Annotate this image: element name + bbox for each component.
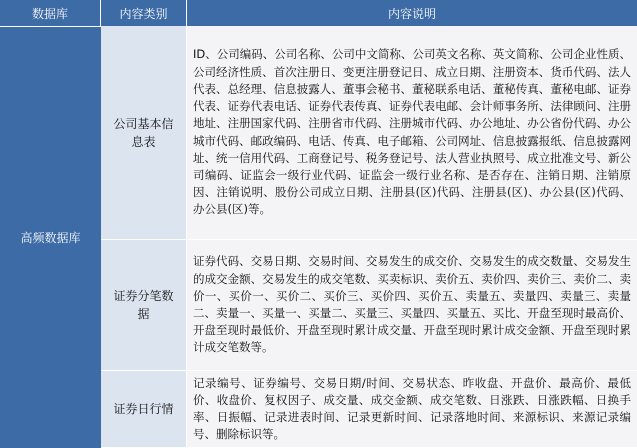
category-cell — [101, 240, 187, 371]
category-label: 证券分笔数据 — [113, 289, 174, 321]
database-group-label: 高频数据库 — [0, 26, 101, 448]
category-cell — [101, 371, 187, 448]
category-cell — [101, 26, 187, 240]
header-description: 内容说明 — [187, 0, 637, 26]
description-cell — [187, 240, 637, 371]
header-category: 内容类别 — [101, 0, 187, 26]
description-text: 记录编号、证券编号、交易日期/时间、交易状态、昨收盘、开盘价、最高价、最低价、收盘价、复权因子、成交量、成交金额、成交笔数、日涨跌、日涨跌幅、日换手率、日振幅、记录进表时间、记录更新时间、记录落地时间、来源标识、来源记录编号、删除标识等。 — [193, 375, 631, 442]
description-cell — [187, 371, 637, 448]
description-text: 证券代码、交易日期、交易时间、交易发生的成交价、交易发生的成交数量、交易发生的成交金额、交易发生的成交笔数、买卖标识、卖价五、卖价四、卖价三、卖价二、卖价一、买价一、买价二、买价三、买价四、买价五、卖量五、卖量四、卖量三、卖量二、卖量一、买量一、买量二、买量三、买量四、买量五、买比、开盘至现时最高价、开盘至现时最低价、开盘至现时累计成交量、开盘至现时累计成交金额、开盘至现时累计成交笔数等。 — [193, 254, 631, 355]
description-text: ID、公司编码、公司名称、公司中文简称、公司英文名称、英文简称、公司企业性质、公司经济性质、首次注册日、变更注册登记日、成立日期、注册资本、货币代码、法人代表、总经理、信息披露人、董事会秘书、董秘联系电话、董秘传真、董秘电邮、证券代表、证券代表电话、证券代表传真、证券代表电邮、会计师事务所、法律顾问、注册地址、注册国家代码、注册省市代码、注册城市代码、办公地址、办公省份代码、办公城市代码、邮政编码、电话、传真、电子邮箱、公司网址、信息披露报纸、信息披露网址、统一信用代码、工商登记号、税务登记号、法人营业执照号、成立批准文号、新公司编码、证监会一级行业代码、证监会一级行业名称、是否存在、注销日期、注销原因、注销说明、股份公司成立日期、注册县(区)代码、注册县(区)、办公县(区)代码、办公县(区)等。 — [193, 47, 631, 217]
category-label: 证券日行情 — [113, 402, 174, 416]
category-label: 公司基本信息表 — [113, 116, 174, 149]
description-cell — [187, 26, 637, 240]
header-database: 数据库 — [0, 0, 101, 26]
